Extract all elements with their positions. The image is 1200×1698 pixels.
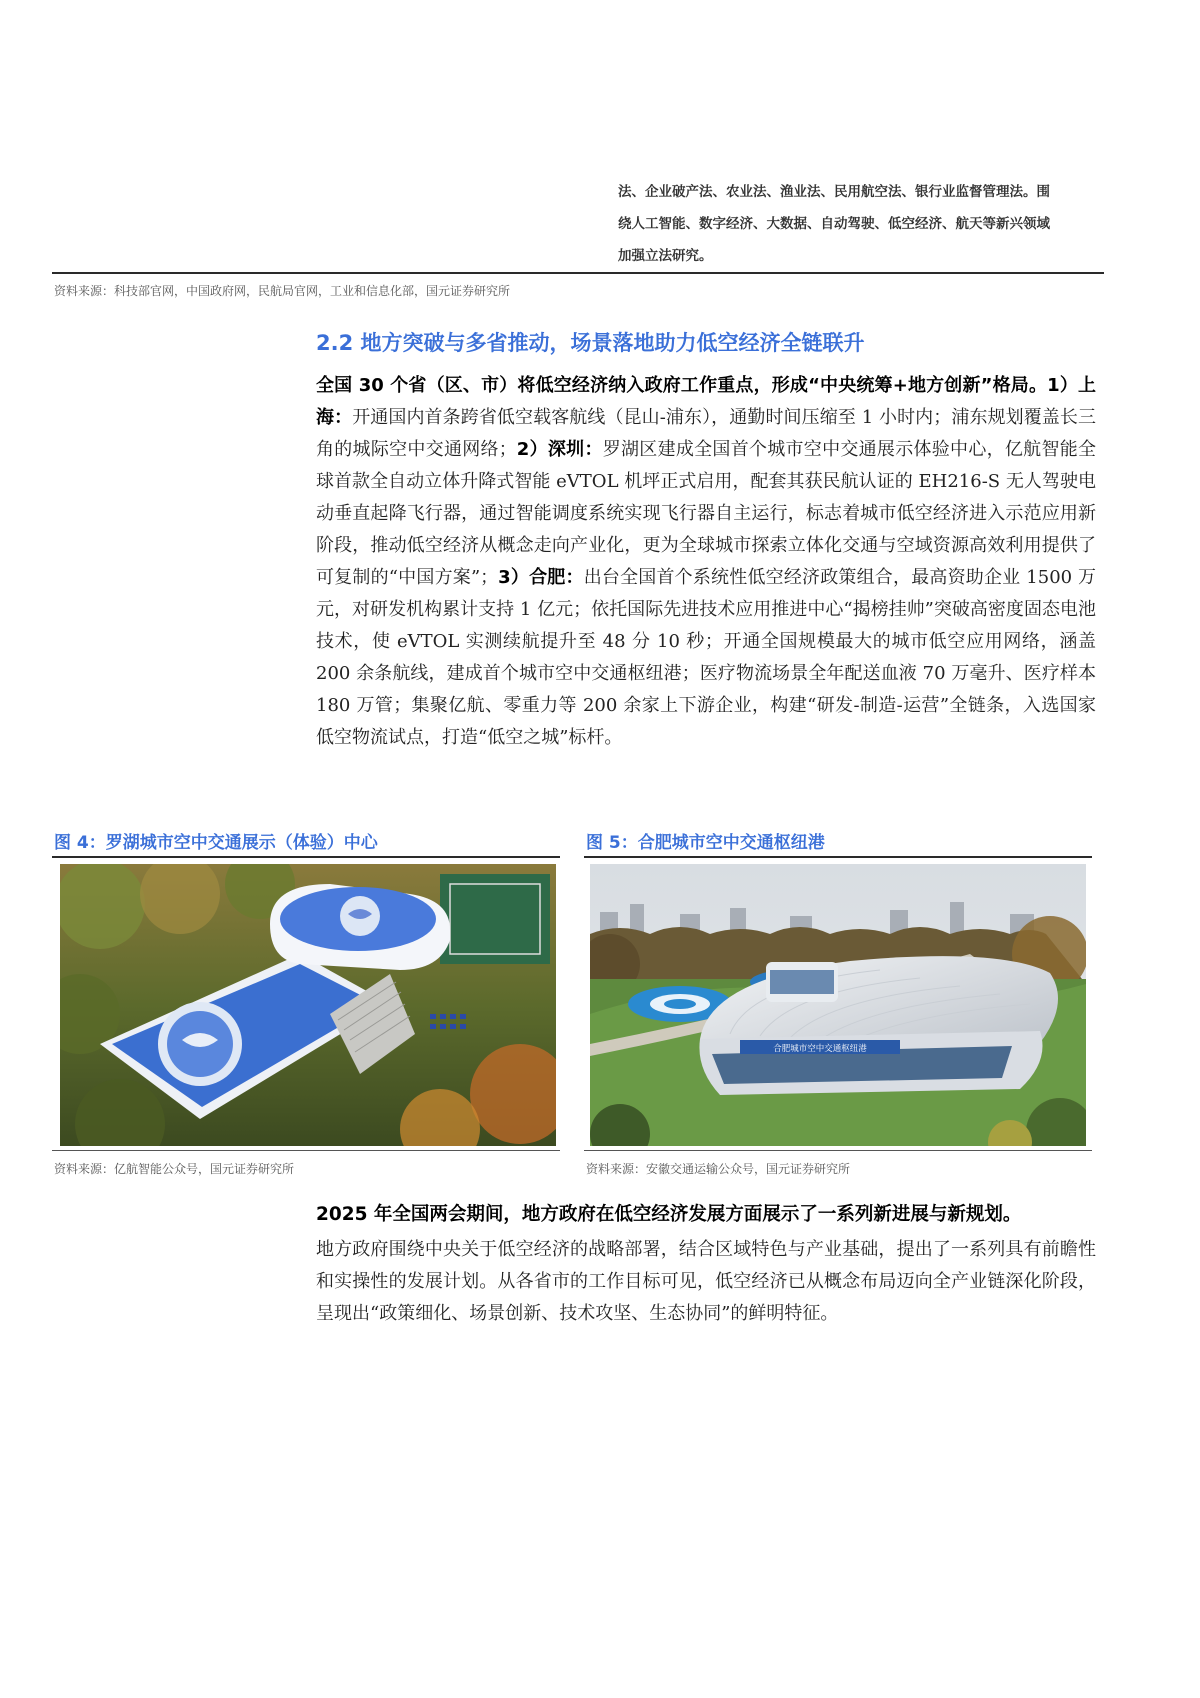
paragraph2-text: 地方政府围绕中央关于低空经济的战略部署，结合区域特色与产业基础，提出了一系列具有前瞻性和实操性的发展计划。从各省市的工作目标可见，低空经济已从概念布局迈向全产业链深化阶段，呈现出“政策细化、场景创新、技术攻坚、生态协同”的鲜明特征。 — [316, 1239, 1096, 1324]
paragraph2-lead: 2025 年全国两会期间，地方政府在低空经济发展方面展示了一系列新进展与新规划。 — [316, 1204, 1022, 1225]
figure4-source: 资料来源：亿航智能公众号，国元证券研究所 — [54, 1162, 295, 1176]
table-line: 加强立法研究。 — [618, 248, 713, 264]
figure5-source: 资料来源：安徽交通运输公众号，国元证券研究所 — [586, 1162, 851, 1176]
figure4-bottom-rule — [52, 1150, 560, 1151]
figure5-title: 图 5：合肥城市空中交通枢纽港 — [586, 833, 825, 853]
shenzhen-text: 罗湖区建成全国首个城市空中交通展示体验中心，亿航智能全球首款全自动立体升降式智能 eVTOL 机坪正式启用，配套其获民航认证的 EH216-S 无人驾驶电动垂直起降飞行器，通过智能调度系统实现飞行器自主运行，标志着城市低空经济进入示范应用新阶段，推动低空经济从概念走向产业化，更为全球城市探索立体化交通与空域资源高效利用提供了可复制的“中国方案”； — [316, 439, 1097, 588]
figure4-top-rule — [52, 856, 560, 858]
building-sign: 合肥城市空中交通枢纽港 — [773, 1044, 867, 1054]
hefei-label: 3）合肥： — [498, 567, 584, 588]
shanghai-text: 开通国内首条跨省低空载客航线（昆山-浦东），通勤时间压缩至 1 小时内；浦东规划覆盖长三角的城际空中交通网络； — [316, 407, 1096, 460]
paragraph-lead: 全国 30 个省（区、市）将低空经济纳入政府工作重点，形成“中央统筹+地方创新”格局。 — [316, 375, 1048, 396]
figure5-top-rule — [584, 856, 1092, 858]
table-line: 绕人工智能、数字经济、大数据、自动驾驶、低空经济、航天等新兴领域 — [618, 216, 1050, 232]
hefei-text: 出台全国首个系统性低空经济政策组合，最高资助企业 1500 万元，对研发机构累计支持 1 亿元；依托国际先进技术应用推进中心“揭榜挂帅”突破高密度固态电池技术，使 eVTOL 实测续航提升至 48 分 10 秒；开通全国规模最大的城市低空应用网络，涵盖 200 余条航线，建成首个城市空中交通枢纽港；医疗物流场景全年配送血液 70 万毫升、医疗样本 180 万管；集聚亿航、零重力等 200 余家上下游企业，构建“研发-制造-运营”全链条，入选国家低空物流试点，打造“低空之城”标杆。 — [316, 567, 1097, 748]
figure4-title: 图 4：罗湖城市空中交通展示（体验）中心 — [54, 833, 378, 853]
figure5-photo — [590, 864, 1086, 1146]
section-heading: 2.2 地方突破与多省推动，场景落地助力低空经济全链联升 — [316, 331, 865, 355]
shenzhen-label: 2）深圳： — [516, 439, 603, 460]
paragraph-provinces — [316, 370, 1096, 754]
table-continuation-text — [618, 176, 1118, 272]
table-source: 资料来源：科技部官网，中国政府网，民航局官网，工业和信息化部，国元证券研究所 — [54, 284, 511, 298]
figure5-bottom-rule — [584, 1150, 1092, 1151]
figure4-photo — [60, 864, 556, 1146]
shanghai-label: 1）上海： — [316, 375, 1096, 428]
table-bottom-rule — [52, 272, 1104, 274]
table-line: 法、企业破产法、农业法、渔业法、民用航空法、银行业监督管理法。围 — [618, 184, 1050, 200]
